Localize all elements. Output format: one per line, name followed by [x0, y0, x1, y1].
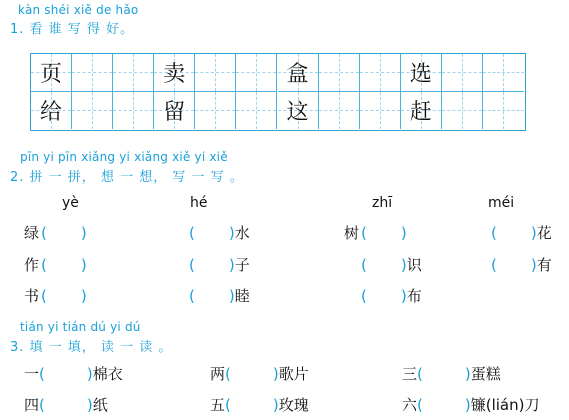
answer-blank[interactable]: ( )	[41, 224, 87, 242]
grid-cell	[278, 54, 319, 92]
char-before: 绿	[24, 224, 40, 242]
section2-pinyin: pīn yi pīn xiǎng yi xiǎng xiě yi xiě	[20, 150, 228, 164]
grid-cell	[113, 92, 154, 130]
grid-cell	[360, 92, 401, 130]
grid-cell	[483, 92, 524, 130]
fill-blank-item	[24, 285, 87, 306]
char-after: 子	[234, 256, 250, 274]
grid-cell	[442, 92, 483, 130]
number-word: 四	[24, 396, 40, 414]
fill-blank-item	[474, 254, 552, 275]
char-after: 花	[536, 224, 552, 242]
grid-cell	[72, 92, 113, 130]
grid-cell	[236, 54, 277, 92]
measure-word-item	[402, 394, 539, 415]
grid-character	[360, 92, 400, 130]
noun-word: 棉衣	[92, 365, 123, 383]
grid-character	[319, 54, 359, 91]
grid-cell	[195, 92, 236, 130]
grid-cell	[319, 92, 360, 130]
section2-title: 2. 拼 一 拼， 想 一 想， 写 一 写 。	[10, 170, 244, 185]
grid-cell	[31, 54, 72, 92]
fill-blank-item	[172, 254, 250, 275]
answer-blank[interactable]: ( )	[491, 256, 537, 274]
char-after: 水	[234, 224, 250, 242]
grid-character	[72, 92, 112, 130]
grid-cell	[401, 92, 442, 130]
column-pinyin-4: méi	[488, 195, 515, 211]
answer-blank[interactable]: ( )	[491, 224, 537, 242]
grid-character: 卖	[163, 61, 186, 87]
noun-word: 玫瑰	[278, 396, 309, 414]
fill-blank-item	[344, 222, 407, 243]
grid-cell	[236, 92, 277, 130]
answer-blank[interactable]: ( )	[361, 287, 407, 305]
fill-blank-item	[172, 285, 250, 306]
answer-blank[interactable]: ( )	[417, 396, 471, 414]
fill-blank-item	[344, 285, 422, 306]
grid-character	[236, 54, 276, 91]
fill-blank-item	[344, 254, 422, 275]
number-word: 五	[210, 396, 226, 414]
answer-blank[interactable]: ( )	[361, 256, 407, 274]
char-after: 有	[536, 256, 552, 274]
fill-blank-item	[172, 222, 250, 243]
number-word: 一	[24, 365, 40, 383]
column-pinyin-1: yè	[62, 195, 79, 211]
grid-character	[72, 54, 112, 91]
column-pinyin-2: hé	[190, 195, 208, 211]
grid-cell	[113, 54, 154, 92]
answer-blank[interactable]: ( )	[39, 365, 93, 383]
grid-cell	[483, 54, 524, 92]
noun-word: 纸	[92, 396, 108, 414]
answer-blank[interactable]: ( )	[41, 256, 87, 274]
answer-blank[interactable]: ( )	[189, 256, 235, 274]
grid-character: 给	[40, 99, 63, 125]
section1-title: 1. 看 谁 写 得 好。	[10, 22, 135, 37]
grid-character	[319, 92, 359, 130]
number-word: 三	[402, 365, 418, 383]
grid-character: 留	[163, 99, 186, 125]
grid-character	[236, 92, 276, 130]
measure-word-item	[210, 394, 309, 415]
char-before: 树	[344, 224, 360, 242]
char-before: 作	[24, 256, 40, 274]
grid-cell	[195, 54, 236, 92]
answer-blank[interactable]: ( )	[225, 365, 279, 383]
grid-character: 盒	[286, 61, 309, 87]
column-pinyin-3: zhī	[372, 195, 393, 211]
answer-blank[interactable]: ( )	[361, 224, 407, 242]
grid-cell	[319, 54, 360, 92]
section1-pinyin: kàn shéi xiě de hǎo	[18, 3, 139, 17]
number-word: 六	[402, 396, 418, 414]
noun-word: 蛋糕	[470, 365, 501, 383]
noun-word: 歌片	[278, 365, 309, 383]
grid-character: 赶	[409, 99, 432, 125]
grid-character	[113, 92, 153, 130]
grid-cell	[154, 92, 195, 130]
grid-cell	[401, 54, 442, 92]
fill-blank-item	[24, 254, 87, 275]
grid-cell	[31, 92, 72, 130]
grid-cell	[72, 54, 113, 92]
section3-pinyin: tián yi tián dú yi dú	[20, 320, 141, 334]
grid-character	[483, 92, 524, 130]
answer-blank[interactable]: ( )	[225, 396, 279, 414]
char-after: 识	[406, 256, 422, 274]
fill-blank-item	[24, 222, 87, 243]
answer-blank[interactable]: ( )	[39, 396, 93, 414]
measure-word-item	[402, 363, 501, 384]
answer-blank[interactable]: ( )	[189, 224, 235, 242]
grid-character	[195, 54, 235, 91]
grid-character: 选	[409, 61, 432, 87]
grid-character	[195, 92, 235, 130]
number-word: 两	[210, 365, 226, 383]
fill-blank-item	[474, 222, 552, 243]
grid-character	[113, 54, 153, 91]
grid-cell	[442, 54, 483, 92]
grid-cell	[360, 54, 401, 92]
writing-grid	[30, 53, 526, 131]
grid-character	[483, 54, 524, 91]
answer-blank[interactable]: ( )	[41, 287, 87, 305]
grid-cell	[154, 54, 195, 92]
grid-character: 页	[40, 61, 63, 87]
answer-blank[interactable]: ( )	[189, 287, 235, 305]
grid-character	[360, 54, 400, 91]
measure-word-item	[24, 394, 108, 415]
noun-word: 镰(lián)刀	[470, 396, 540, 414]
char-after: 布	[406, 287, 422, 305]
answer-blank[interactable]: ( )	[417, 365, 471, 383]
measure-word-item	[210, 363, 309, 384]
measure-word-item	[24, 363, 123, 384]
section3-title: 3. 填 一 填， 读 一 读 。	[10, 340, 173, 355]
char-after: 睦	[234, 287, 250, 305]
grid-character	[442, 54, 482, 91]
char-before: 书	[24, 287, 40, 305]
grid-cell	[278, 92, 319, 130]
grid-character	[442, 92, 482, 130]
grid-character: 这	[286, 99, 309, 125]
